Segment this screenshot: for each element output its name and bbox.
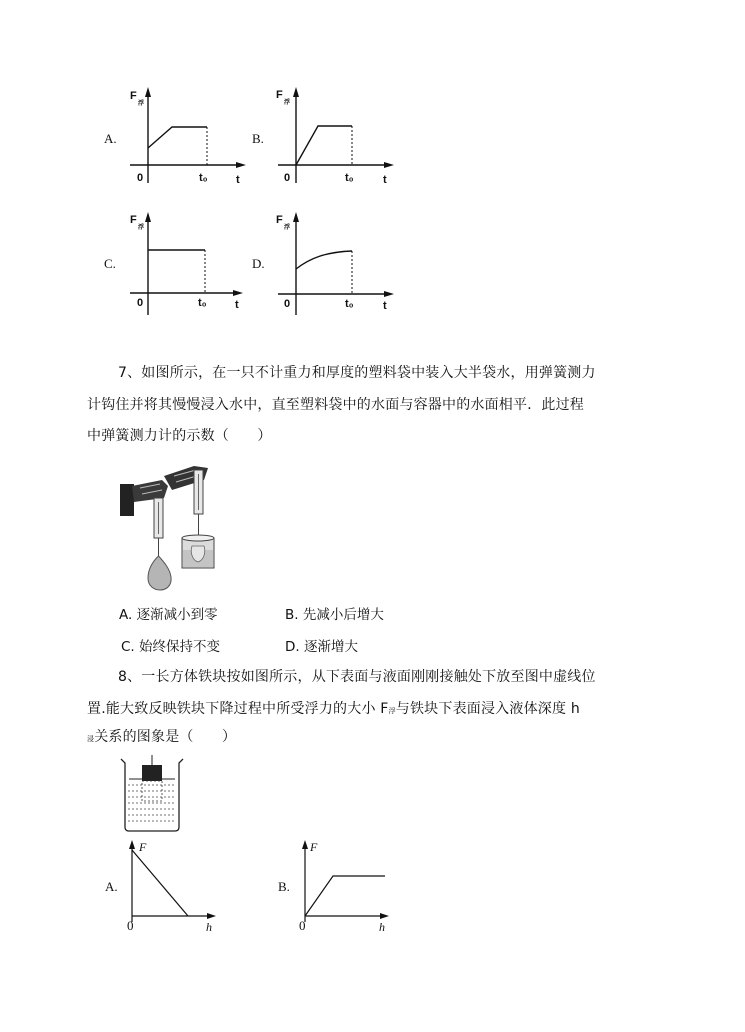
x-axis-label: t [236,174,240,186]
q7-option-c[interactable]: C. 始终保持不变 [121,639,221,655]
x-axis-label: t [235,299,239,311]
y-axis-label: F [310,840,318,854]
q7-option-b[interactable]: B. 先减小后增大 [285,607,384,623]
y-axis-sub: 浮 [138,225,145,231]
x-axis-label: t [383,174,387,186]
q7-option-d[interactable]: D. 逐渐增大 [285,639,358,655]
q8-line-2: 置.能大致反映铁块下降过程中所受浮力的大小 F浮与铁块下表面浸入液体深度 h [87,701,580,717]
option-label: A. [104,131,117,146]
x-axis-label: h [206,920,212,934]
option-label: D. [252,256,265,271]
q8-line-1: 8、一长方体铁块按如图所示，从下表面与液面刚刚接触处下放至图中虚线位 [118,669,596,685]
y-axis-sub: 浮 [284,100,291,106]
y-axis-label: F [276,89,283,101]
x-axis-label: t [383,300,387,312]
origin-label: 0 [299,918,306,933]
curve [148,127,207,148]
curve [296,251,352,269]
curve [132,850,188,916]
t0-label: t₀ [199,172,208,184]
graph-c-plot [100,210,250,320]
t0-label: t₀ [345,298,354,310]
origin-label: 0 [284,172,291,184]
y-axis-label: F [130,214,137,226]
q7-line-3: 中弹簧测力计的示数（ ） [87,428,272,444]
q7-line-2: 计钩住并将其慢慢浸入水中，直至塑料袋中的水面与容器中的水面相平．此过程 [87,397,584,413]
t0-label: t₀ [345,172,354,184]
curve [305,876,385,916]
y-axis-label: F [139,840,147,854]
option-label: A. [105,879,118,894]
origin-label: 0 [284,298,291,310]
curve [296,126,352,165]
q8-line-3: 浸关系的图象是（ ） [87,729,237,745]
y-axis-sub: 浮 [138,101,145,107]
origin-label: 0 [137,172,144,184]
beaker-iron-block-illustration [117,755,192,835]
origin-label: 0 [137,297,144,309]
origin-label: 0 [127,918,134,933]
x-axis-label: h [379,920,385,934]
option-label: C. [104,256,116,271]
graph-a-plot [100,85,250,195]
t0-label: t₀ [198,297,207,309]
graph-b-plot [248,85,398,195]
spring-scale-illustration [112,458,232,593]
y-axis-label: F [276,214,283,226]
y-axis-label: F [130,90,137,102]
q7-option-a[interactable]: A. 逐渐减小到零 [119,607,218,623]
y-axis-sub: 浮 [284,225,291,231]
option-label: B. [278,879,290,894]
graph-d-plot [248,210,398,320]
option-label: B. [252,131,264,146]
q7-line-1: 7、如图所示，在一只不计重力和厚度的塑料袋中装入大半袋水，用弹簧测力 [118,365,596,381]
